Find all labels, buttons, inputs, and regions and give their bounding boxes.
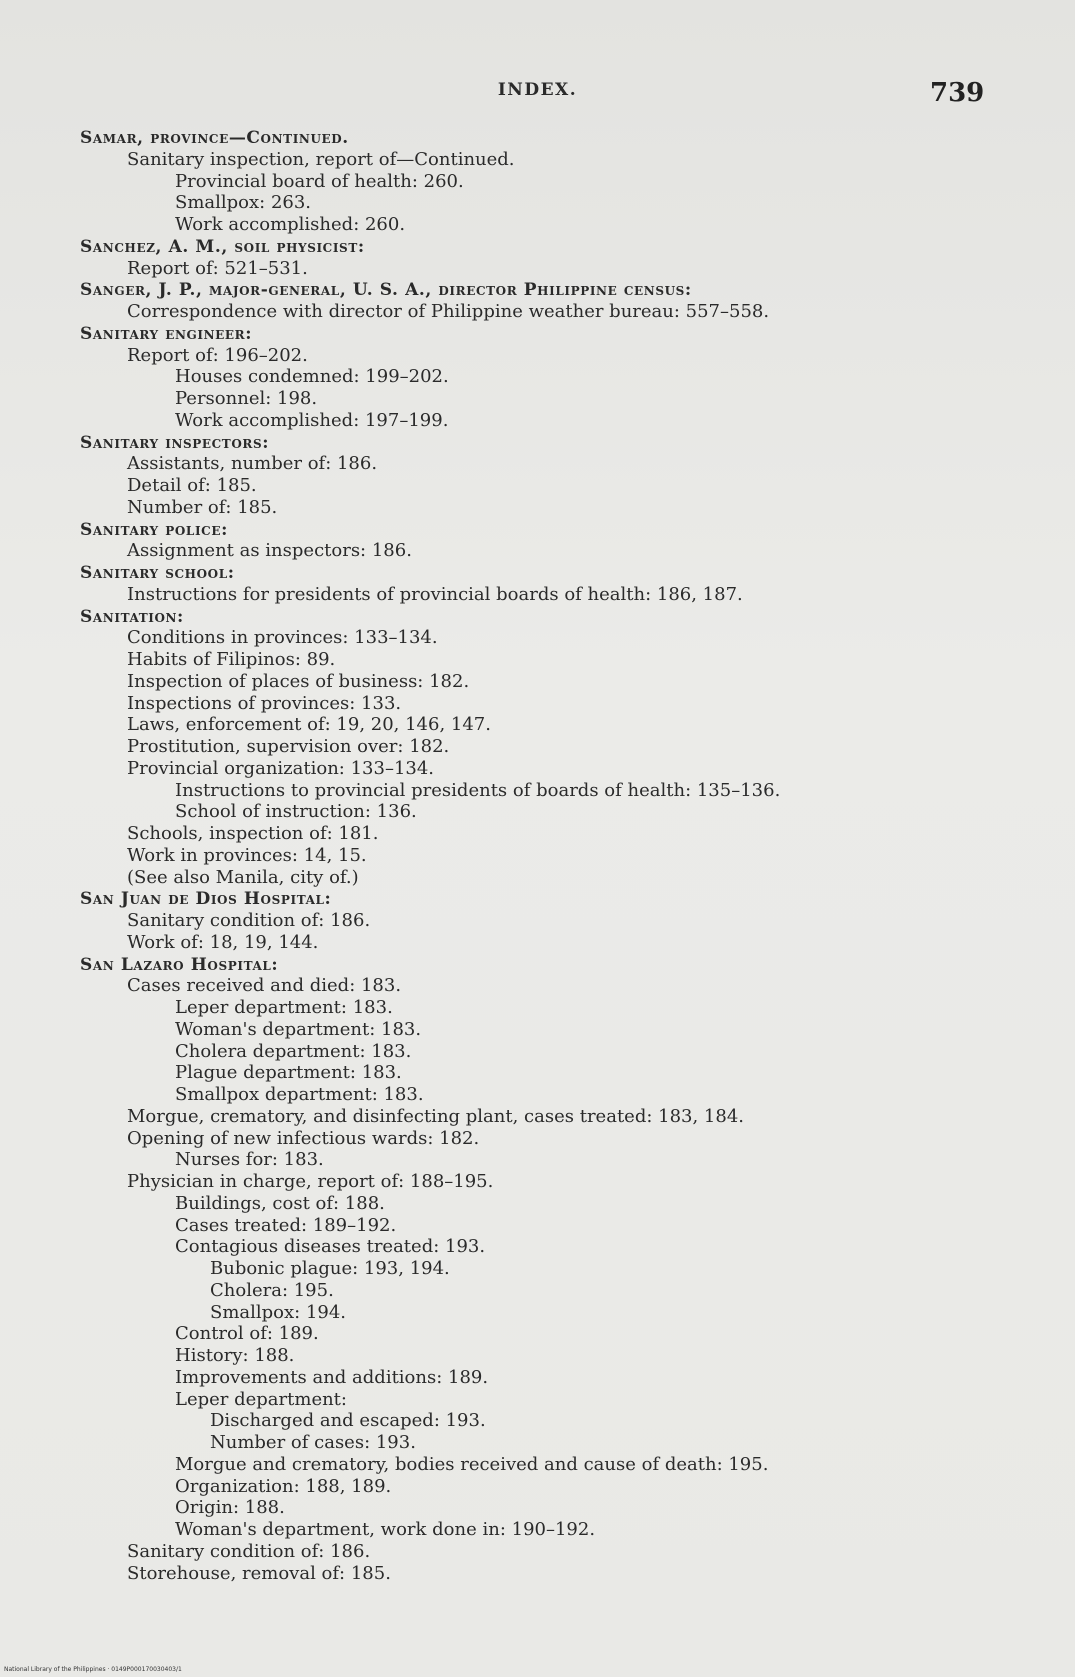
index-entry-text: Number of cases: 193. [210, 1432, 416, 1453]
index-entry-text: Cholera department: 183. [175, 1040, 412, 1062]
index-entry [0, 388, 1075, 410]
index-entry [0, 1367, 1075, 1389]
index-entry-text: Report of: 521–531. [127, 257, 308, 279]
page-number: 739 [930, 78, 985, 108]
index-entry [0, 1236, 1075, 1258]
index-entry-text: Correspondence with director of Philippine weather bureau: 557–558. [127, 301, 770, 322]
index-entry-text: San Juan de Dios Hospital: [80, 889, 332, 910]
index-entry [0, 1280, 1075, 1302]
index-entry [0, 1345, 1075, 1367]
index-entry-text: Leper department: 183. [175, 997, 393, 1018]
index-entry-text: San Lazaro Hospital: [80, 954, 279, 975]
index-entry-text: Sanitary condition of: 186. [127, 1540, 371, 1562]
index-entry-text: Control of: 189. [175, 1323, 319, 1345]
index-heading [0, 562, 1075, 584]
index-entry [0, 780, 1075, 802]
index-entry-text: Laws, enforcement of: 19, 20, 146, 147. [127, 714, 491, 736]
index-entry [0, 1432, 1075, 1454]
index-entry [0, 714, 1075, 736]
index-heading [0, 606, 1075, 628]
index-heading [0, 236, 1075, 258]
index-entry-text: Work accomplished: 260. [175, 214, 406, 235]
index-entry [0, 932, 1075, 954]
index-entry-text: Cholera: 195. [210, 1279, 334, 1301]
index-entry-text: Morgue, crematory, and disinfecting plant, cases treated: 183, 184. [127, 1105, 745, 1127]
index-entry [0, 1497, 1075, 1519]
index-entry [0, 1302, 1075, 1324]
index-entry-text: Woman's department, work done in: 190–192. [175, 1519, 596, 1540]
index-entry [0, 1323, 1075, 1345]
index-entry [0, 997, 1075, 1019]
index-entry [0, 1041, 1075, 1063]
index-entry-text: Cases received and died: 183. [127, 975, 402, 997]
index-entry [0, 1062, 1075, 1084]
index-entry-text: Sanitary inspectors: [80, 432, 270, 453]
index-entry-text: Plague department: 183. [175, 1062, 402, 1084]
index-entry-text: Woman's department: 183. [175, 1018, 422, 1040]
index-entry [0, 1171, 1075, 1193]
index-entry [0, 1084, 1075, 1106]
index-entry [0, 214, 1075, 236]
index-list [0, 127, 1075, 1584]
index-entry [0, 1410, 1075, 1432]
index-entry [0, 649, 1075, 671]
index-entry [0, 540, 1075, 562]
index-entry-text: Prostitution, supervision over: 182. [127, 736, 450, 757]
index-entry-text: Sanitary engineer: [80, 323, 253, 344]
index-entry-text: Discharged and escaped: 193. [210, 1410, 486, 1432]
index-entry-text: Cases treated: 189–192. [175, 1214, 397, 1236]
index-entry [0, 975, 1075, 997]
index-entry-text: Bubonic plague: 193, 194. [210, 1258, 450, 1279]
index-entry-text: Smallpox department: 183. [175, 1084, 424, 1105]
index-entry [0, 1215, 1075, 1237]
index-entry-text: Sanger, J. P., major-general, U. S. A., director Philippine census: [80, 280, 692, 301]
index-entry-text: Instructions for presidents of provincial boards of health: 186, 187. [127, 583, 743, 605]
index-entry-text: Samar, province—Continued. [80, 128, 349, 148]
index-entry-text: Houses condemned: 199–202. [175, 366, 449, 388]
index-entry [0, 497, 1075, 519]
index-entry-text: Sanchez, A. M., soil physicist: [80, 236, 365, 257]
index-entry-text: Sanitary police: [80, 519, 228, 540]
index-entry-text: Provincial board of health: 260. [175, 170, 464, 192]
index-entry [0, 867, 1075, 889]
index-entry [0, 1019, 1075, 1041]
index-entry [0, 1541, 1075, 1563]
index-entry [0, 823, 1075, 845]
index-entry-text: Improvements and additions: 189. [175, 1366, 489, 1388]
index-entry-text: School of instruction: 136. [175, 801, 417, 823]
index-entry [0, 671, 1075, 693]
index-entry-text: Smallpox: 263. [175, 192, 312, 214]
index-entry-text: Morgue and crematory, bodies received and cause of death: 195. [175, 1453, 769, 1475]
index-entry [0, 475, 1075, 497]
index-entry [0, 258, 1075, 280]
index-entry [0, 1519, 1075, 1541]
index-entry-text: Detail of: 185. [127, 475, 257, 496]
index-entry-text: Opening of new infectious wards: 182. [127, 1127, 480, 1149]
index-entry-text: Sanitation: [80, 606, 184, 627]
index-entry [0, 1149, 1075, 1171]
index-entry [0, 845, 1075, 867]
scan-credit: National Library of the Philippines · 0149P000170030403/1 [4, 1666, 182, 1673]
index-entry-text: Origin: 188. [175, 1497, 285, 1519]
index-entry-text: Smallpox: 194. [210, 1301, 347, 1323]
index-entry-text: Contagious diseases treated: 193. [175, 1236, 486, 1258]
index-entry-text: Inspection of places of business: 182. [127, 670, 470, 692]
index-entry-text: Sanitary school: [80, 563, 235, 583]
index-heading [0, 127, 1075, 149]
index-entry [0, 1476, 1075, 1498]
index-heading [0, 954, 1075, 976]
index-entry [0, 693, 1075, 715]
index-entry-text: Sanitary inspection, report of—Continued. [127, 148, 515, 170]
index-entry-text: (See also Manila, city of.) [127, 866, 359, 888]
index-entry [0, 910, 1075, 932]
index-heading [0, 519, 1075, 541]
index-entry [0, 1258, 1075, 1280]
index-entry [0, 584, 1075, 606]
index-entry-text: Inspections of provinces: 133. [127, 692, 402, 714]
index-entry-text: Storehouse, removal of: 185. [127, 1562, 391, 1584]
index-entry-text: Personnel: 198. [175, 388, 318, 409]
index-entry [0, 627, 1075, 649]
index-entry [0, 192, 1075, 214]
index-entry-text: Provincial organization: 133–134. [127, 757, 435, 779]
running-head: INDEX. [497, 80, 578, 100]
index-entry-text: Nurses for: 183. [175, 1149, 324, 1171]
index-entry [0, 736, 1075, 758]
index-entry-text: Conditions in provinces: 133–134. [127, 627, 438, 649]
index-entry [0, 1128, 1075, 1150]
index-heading [0, 432, 1075, 454]
index-entry [0, 171, 1075, 193]
index-entry-text: Habits of Filipinos: 89. [127, 649, 336, 670]
index-entry-text: Report of: 196–202. [127, 344, 308, 366]
index-heading [0, 323, 1075, 345]
index-entry-text: Schools, inspection of: 181. [127, 823, 379, 844]
index-entry-text: Assignment as inspectors: 186. [127, 540, 412, 562]
index-entry [0, 453, 1075, 475]
index-entry-text: History: 188. [175, 1345, 295, 1366]
index-entry [0, 345, 1075, 367]
index-entry [0, 366, 1075, 388]
index-entry-text: Work in provinces: 14, 15. [127, 844, 367, 866]
index-entry [0, 758, 1075, 780]
index-entry [0, 1106, 1075, 1128]
index-entry-text: Buildings, cost of: 188. [175, 1192, 385, 1214]
index-entry-text: Organization: 188, 189. [175, 1475, 392, 1497]
index-entry [0, 1563, 1075, 1585]
index-entry-text: Physician in charge, report of: 188–195. [127, 1171, 494, 1192]
index-heading [0, 888, 1075, 910]
index-entry-text: Work accomplished: 197–199. [175, 409, 449, 431]
index-entry [0, 1454, 1075, 1476]
index-entry [0, 410, 1075, 432]
index-entry [0, 301, 1075, 323]
index-entry [0, 1389, 1075, 1411]
index-entry [0, 149, 1075, 171]
index-entry-text: Leper department: [175, 1388, 347, 1410]
index-entry [0, 801, 1075, 823]
index-entry-text: Work of: 18, 19, 144. [127, 931, 319, 953]
index-entry [0, 1193, 1075, 1215]
index-entry-text: Assistants, number of: 186. [127, 453, 378, 475]
index-entry-text: Number of: 185. [127, 496, 278, 518]
index-entry-text: Sanitary condition of: 186. [127, 910, 371, 931]
index-entry-text: Instructions to provincial presidents of boards of health: 135–136. [175, 779, 781, 801]
index-heading [0, 279, 1075, 301]
